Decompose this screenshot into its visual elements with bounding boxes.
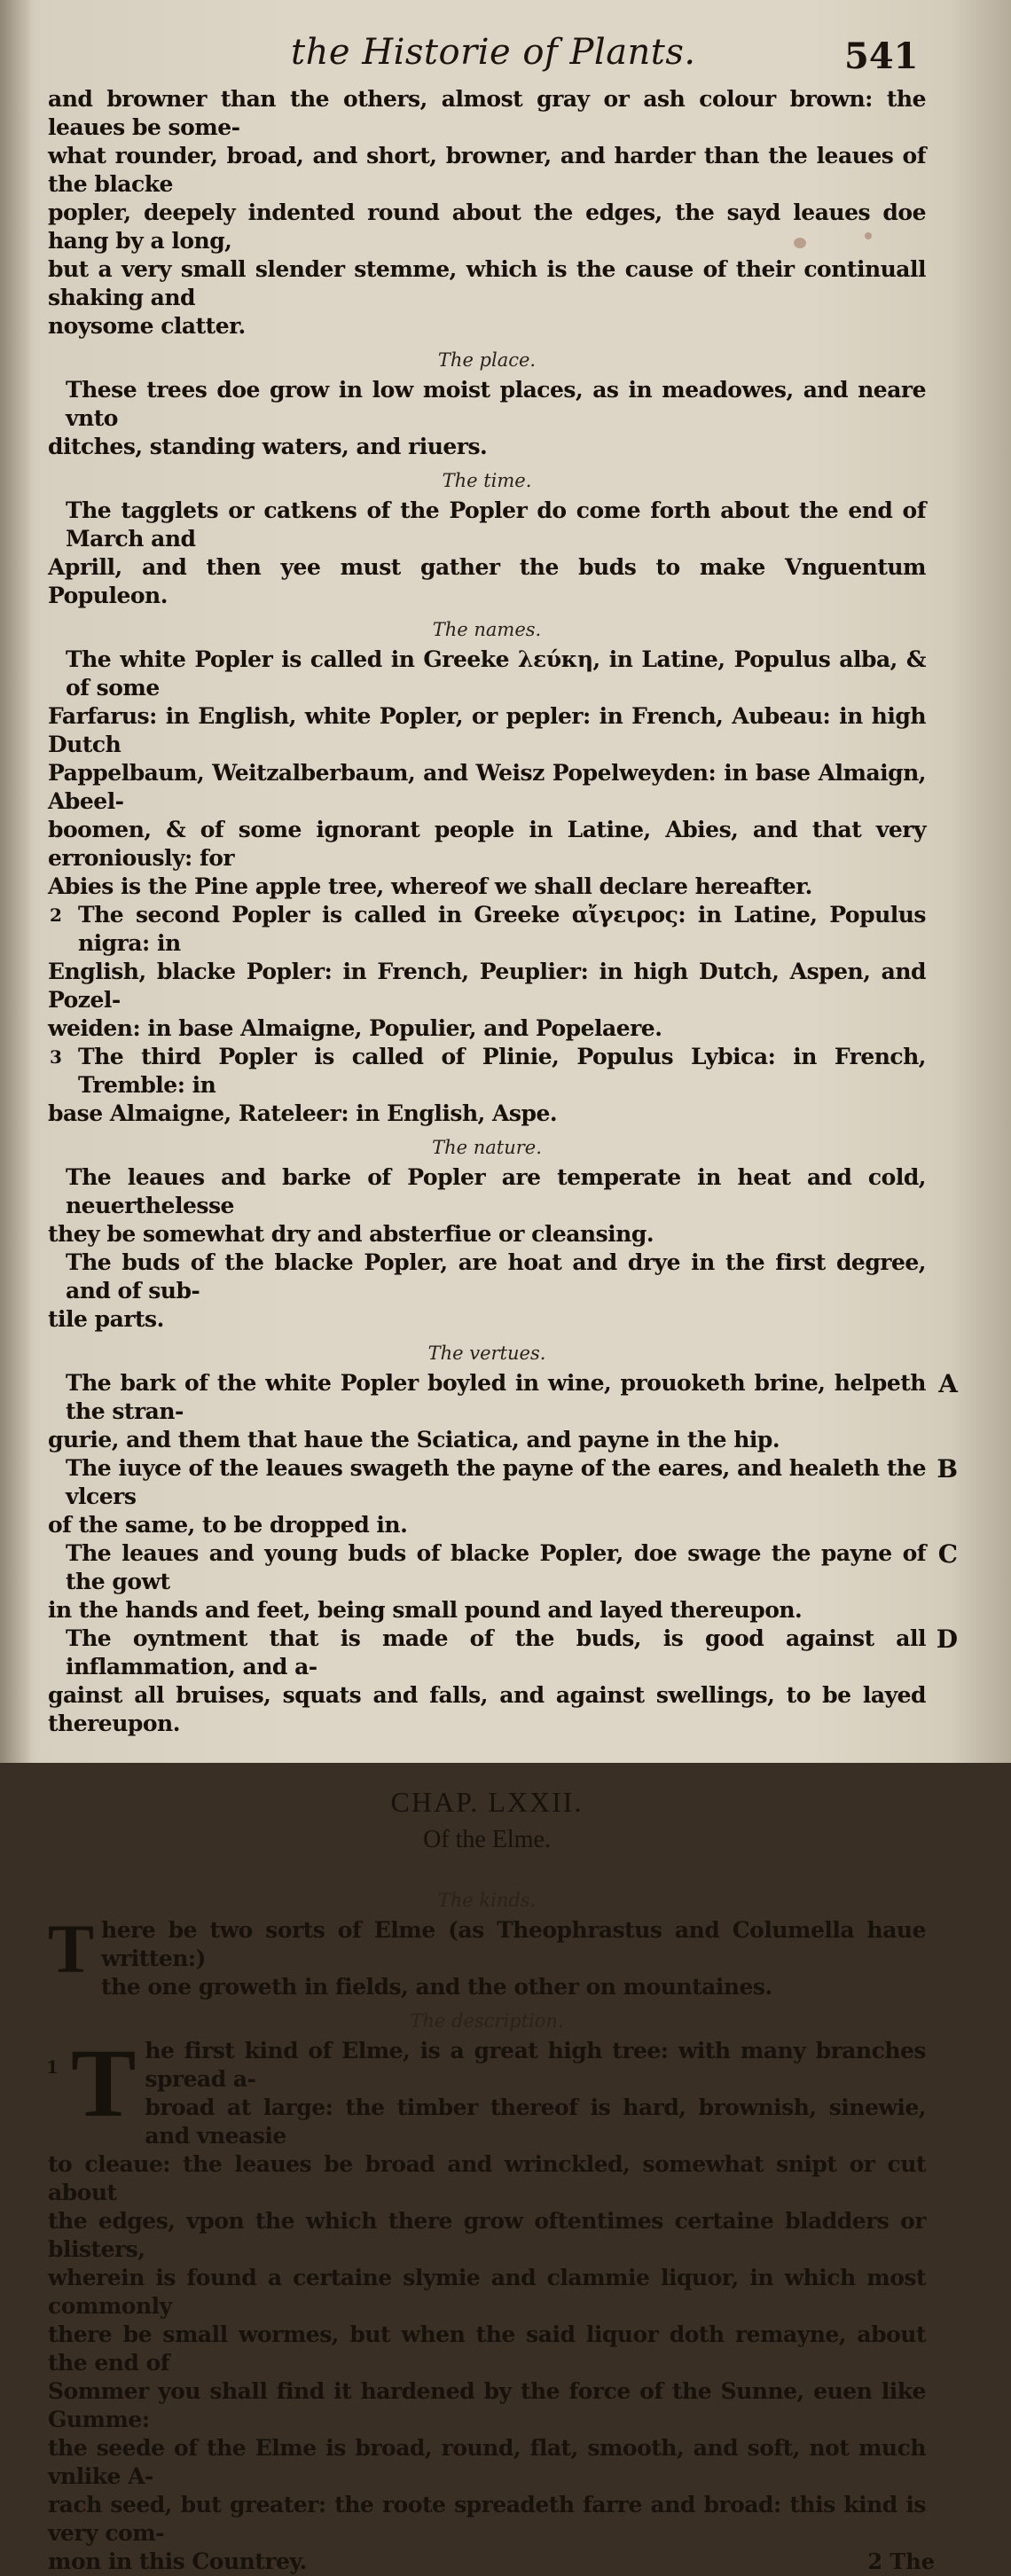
text-line: the seede of the Elme is broad, round, flat, smooth, and soft, not much vnlike A- (48, 2435, 926, 2489)
text-line: tile parts. (48, 1306, 164, 1332)
text-line: in the hands and feet, being small pound and layed thereupon. (48, 1597, 803, 1623)
text-line: These trees doe grow in low moist places, as in meadowes, and neare vnto (66, 377, 926, 431)
text-line: and browner than the others, almost gray or ash colour brown: the leaues be some- (48, 86, 926, 140)
text-line: rach seed, but greater: the roote spreadeth farre and broad: this kind is very com- (48, 2492, 926, 2546)
margin-letter: D (936, 1625, 958, 1654)
names-paragraph-3 (48, 1043, 926, 1128)
text-line: boomen, & of some ignorant people in Latine, Abies, and that very erroniously: for (48, 817, 926, 871)
section-heading-place: The place. (437, 349, 537, 371)
text-line: mon in this Countrey. (48, 2549, 307, 2574)
vertue-item-b (48, 1454, 958, 1539)
section-heading-description: The description. (410, 2010, 564, 2032)
section-heading-time: The time. (442, 470, 532, 491)
text-line: The oyntment that is made of the buds, is good against all inflammation, and a- (66, 1625, 926, 1679)
text-line: The buds of the blacke Popler, are hoat and drye in the first degree, and of sub- (66, 1249, 926, 1304)
text-line: English, blacke Popler: in French, Peuplier: in high Dutch, Aspen, and Pozel- (48, 959, 926, 1013)
text-line: the one groweth in fields, and the other on mountaines. (101, 1974, 772, 2000)
section-heading-names: The names. (432, 619, 542, 640)
page-header (0, 32, 1011, 85)
page-number: 541 (844, 35, 919, 77)
paragraph-number: 2 (50, 904, 62, 926)
text-line: weiden: in base Almaigne, Populier, and Popelaere. (48, 1015, 662, 1041)
text-line: the edges, vpon the which there grow oftentimes certaine bladders or blisters, (48, 2208, 926, 2262)
text-line: The bark of the white Popler boyled in wine, prouoketh brine, helpeth the stran- (66, 1370, 926, 1424)
text-line: here be two sorts of Elme (as Theophrastus and Columella haue written:) (101, 1917, 926, 1971)
nature-paragraph-2 (48, 1249, 926, 1334)
description-paragraph (46, 2029, 935, 2576)
text-line: base Almaigne, Rateleer: in English, Aspe. (48, 1100, 558, 1126)
section-heading-nature: The nature. (432, 1137, 542, 1158)
place-paragraph (48, 376, 926, 461)
text-line: Farfarus: in English, white Popler, or pepler: in French, Aubeau: in high Dutch (48, 703, 926, 757)
text-line: what rounder, broad, and short, browner, and harder than the leaues of the blacke (48, 143, 926, 197)
text-line: of the same, to be dropped in. (48, 1512, 408, 1538)
text-line: there be small wormes, but when the said liquor doth remayne, about the end of (48, 2322, 926, 2376)
text-line: wherein is found a certaine slymie and clammie liquor, in which most commonly (48, 2265, 926, 2319)
text-line: gurie, and them that haue the Sciatica, and payne in the hip. (48, 1427, 780, 1452)
drop-cap: T (48, 1910, 95, 1987)
vertue-item-d (48, 1625, 958, 1738)
paragraph-number: 1 (46, 2056, 59, 2078)
text-line: ditches, standing waters, and riuers. (48, 434, 488, 459)
text-line: popler, deepely indented round about the edges, the sayd leaues doe hang by a long, (48, 200, 926, 254)
nature-paragraph-1 (48, 1163, 926, 1249)
chapter-title: CHAP. LXXII. (390, 1786, 584, 1818)
margin-letter: C (937, 1539, 958, 1569)
text-line: Sommer you shall find it hardened by the force of the Sunne, euen like Gumme: (48, 2378, 926, 2432)
running-title: the Historie of Plants. (291, 32, 696, 73)
drop-cap: T (71, 2029, 137, 2137)
catchword: 2 The (867, 2549, 935, 2574)
text-line: to cleaue: the leaues be broad and wrinckled, somewhat snipt or cut about (48, 2151, 926, 2205)
text-line: but a very small slender stemme, which is the cause of their continuall shaking and (48, 256, 926, 310)
time-paragraph (48, 497, 926, 610)
names-paragraph-1 (48, 646, 926, 901)
vertue-item-c (48, 1539, 958, 1625)
paragraph-number: 3 (50, 1046, 62, 1068)
text-line: The leaues and barke of Popler are temperate in heat and cold, neuerthelesse (66, 1164, 926, 1218)
text-line: The tagglets or catkens of the Popler do come forth about the end of March and (66, 497, 926, 552)
chapter-subtitle: Of the Elme. (423, 1826, 551, 1853)
intro-paragraph (48, 85, 926, 341)
text-line: The second Popler is called in Greeke αἴγειρος: in Latine, Populus nigra: in (78, 902, 926, 956)
text-line: The third Popler is called of Plinie, Populus Lybica: in French, Tremble: in (78, 1044, 926, 1098)
vertue-item-a (48, 1369, 958, 1454)
text-column (46, 85, 958, 2576)
margin-letter: B (937, 1454, 958, 1484)
text-line: Abies is the Pine apple tree, whereof we shall declare hereafter. (48, 873, 812, 899)
text-line: The white Popler is called in Greeke λεύκη, in Latine, Populus alba, & of some (66, 646, 926, 701)
kinds-paragraph (48, 1910, 926, 2001)
section-heading-vertues: The vertues. (427, 1343, 546, 1364)
text-line: noysome clatter. (48, 313, 246, 339)
text-line: The iuyce of the leaues swageth the payne of the eares, and healeth the vlcers (66, 1455, 926, 1509)
text-line: Aprill, and then yee must gather the buds to make Vnguentum Populeon. (48, 554, 926, 608)
names-paragraph-2 (48, 901, 926, 1043)
page-gutter-shadow (0, 0, 32, 1763)
text-line: he first kind of Elme, is a great high tree: with many branches spread a- (145, 2038, 926, 2092)
text-line: The leaues and young buds of blacke Popler, doe swage the payne of the gowt (66, 1540, 926, 1594)
text-line: Pappelbaum, Weitzalberbaum, and Weisz Popelweyden: in base Almaign, Abeel- (48, 760, 926, 814)
text-line: gainst all bruises, squats and falls, and against swellings, to be layed thereupon. (48, 1682, 926, 1736)
section-heading-kinds: The kinds. (437, 1890, 537, 1911)
text-line: broad at large: the timber thereof is hard, brownish, sinewie, and vneasie (145, 2094, 926, 2149)
margin-letter: A (938, 1369, 958, 1398)
text-line: they be somewhat dry and absterfiue or cleansing. (48, 1221, 654, 1247)
